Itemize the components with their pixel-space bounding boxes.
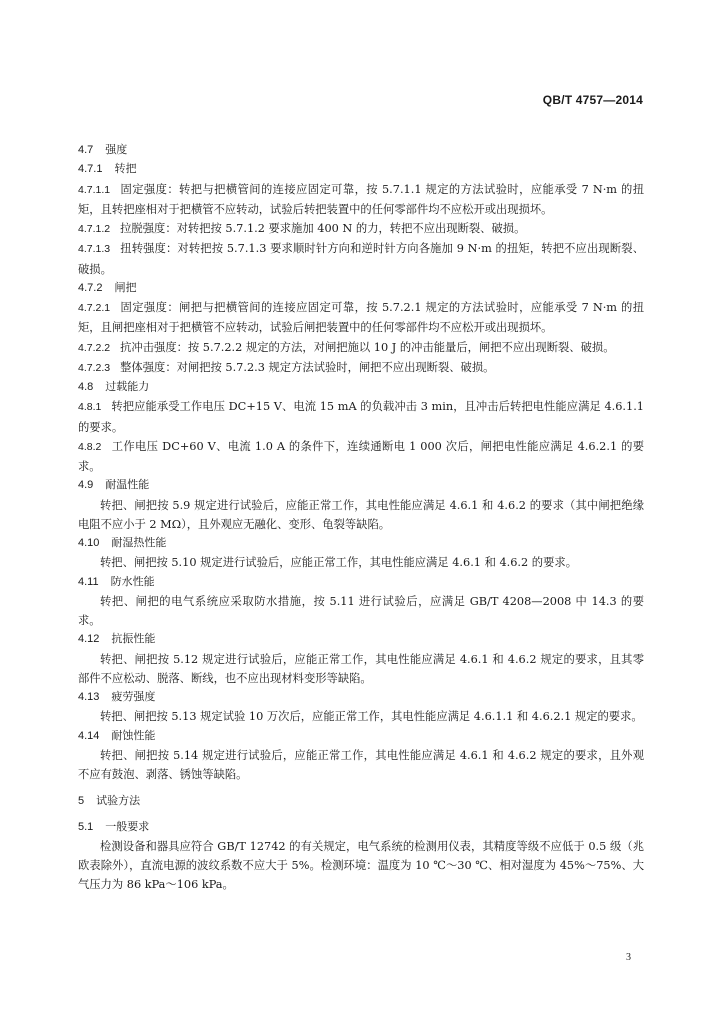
- heading-number: 4.14: [78, 729, 100, 742]
- heading-4-7-2: [78, 279, 644, 298]
- heading-4-9: [78, 476, 644, 495]
- heading-number: 4.13: [78, 691, 100, 703]
- clause-text: 整体强度：对闸把按 5.7.2.3 规定方法试验时，闸把不应出现断裂、破损。: [120, 360, 495, 374]
- clause-4-7-1-2: [78, 219, 644, 239]
- heading-number: 4.7: [78, 144, 94, 156]
- heading-4-13: [78, 688, 644, 707]
- paragraph-5-1: 检测设备和器具应符合 GB/T 12742 的有关规定，电气系统的检测用仪表，其精度等级不应低于 0.5 级（兆欧表除外），直流电源的波纹系数不应大于 5%。检测环境：温度为 10 ℃～30 ℃、相对湿度为 45%～75%、大气压力为 86 kPa～106 kPa。: [78, 839, 644, 892]
- paragraph-4-10: 转把、闸把按 5.10 规定进行试验后，应能正常工作，其电性能应满足 4.6.1 和 4.6.2 的要求。: [100, 556, 577, 570]
- heading-title: 耐温性能: [105, 479, 150, 492]
- paragraph-4-11: 转把、闸把的电气系统应采取防水措施，按 5.11 进行试验后，应满足 GB/T 4208—2008 中 14.3 的要求。: [78, 594, 644, 627]
- heading-title: 抗振性能: [111, 633, 156, 646]
- clause-number: 4.8.1: [78, 401, 102, 414]
- heading-title: 耐蚀性能: [111, 729, 156, 742]
- clause-4-8-2: [78, 437, 644, 477]
- clause-text: 固定强度：转把与把横管间的连接应固定可靠，按 5.7.1.1 规定的方法试验时，应能承受 7 N·m 的扭矩，且转把座相对于把横管不应转动，试验后转把装置中的任何零部件均不应松开或出现损坏。: [78, 182, 644, 216]
- clause-4-8-1: [78, 397, 644, 437]
- heading-number: 4.7.1: [78, 163, 103, 176]
- clause-4-7-2-3: [78, 358, 644, 378]
- heading-title: 强度: [105, 144, 128, 156]
- clause-text: 工作电压 DC+60 V、电流 1.0 A 的条件下，连续通断电 1 000 次后，闸把电性能应满足 4.6.2.1 的要求。: [78, 439, 644, 473]
- heading-title: 防水性能: [110, 575, 155, 588]
- clause-text: 抗冲击强度：按 5.7.2.2 规定的方法，对闸把施以 10 J 的冲击能量后，闸把不应出现断裂、破损。: [120, 340, 615, 354]
- clause-4-7-1-3: [78, 239, 644, 279]
- clause-number: 4.7.2.1: [78, 302, 111, 314]
- heading-title: 疲劳强度: [111, 691, 156, 703]
- paragraph-4-13: 转把、闸把按 5.13 规定试验 10 万次后，应能正常工作，其电性能应满足 4.6.1.1 和 4.6.2.1 规定的要求。: [100, 710, 643, 724]
- heading-number: 4.10: [78, 537, 100, 549]
- heading-title: 闸把: [114, 281, 137, 294]
- heading-4-7-1: [78, 160, 644, 179]
- clause-number: 4.8.2: [78, 440, 102, 453]
- paragraph-4-9: 转把、闸把按 5.9 规定进行试验后，应能正常工作，其电性能应满足 4.6.1 和 4.6.2 的要求（其中闸把绝缘电阻不应小于 2 MΩ），且外观应无融化、变形、龟裂等缺陷。: [78, 498, 644, 531]
- heading-4-8: [78, 378, 644, 397]
- clause-number: 4.7.1.3: [78, 243, 111, 256]
- clause-number: 4.7.1.2: [78, 223, 111, 235]
- heading-title: 转把: [114, 163, 137, 176]
- heading-number: 4.8: [78, 381, 94, 393]
- heading-number: 5: [78, 795, 85, 808]
- paragraph-4-12: 转把、闸把按 5.12 规定进行试验后，应能正常工作，其电性能应满足 4.6.1 和 4.6.2 规定的要求，且其零部件不应松动、脱落、断线，也不应出现材料变形等缺陷。: [78, 652, 644, 685]
- clause-text: 扭转强度：对转把按 5.7.1.3 要求顺时针方向和逆时针方向各施加 9 N·m 的扭矩，转把不应出现断裂、破损。: [78, 242, 644, 276]
- clause-4-7-2-2: [78, 338, 644, 358]
- heading-5-1: [78, 818, 644, 837]
- document-body: [78, 141, 644, 895]
- section-5-heading: [78, 792, 644, 811]
- clause-text: 固定强度：闸把与把横管间的连接应固定可靠，按 5.7.2.1 规定的方法试验时，应能承受 7 N·m 的扭矩，且闸把座相对于把横管不应转动，试验后闸把装置中的任何零部件均不应松开或出现损坏。: [78, 301, 644, 335]
- heading-title: 试验方法: [96, 795, 141, 808]
- paragraph-4-14: 转把、闸把按 5.14 规定进行试验后，应能正常工作，其电性能应满足 4.6.1 和 4.6.2 规定的要求，且外观不应有鼓泡、剥落、锈蚀等缺陷。: [78, 748, 644, 781]
- heading-number: 4.9: [78, 479, 94, 492]
- clause-4-7-2-1: [78, 298, 644, 338]
- heading-number: 4.7.2: [78, 281, 103, 294]
- heading-4-10: [78, 534, 644, 553]
- heading-number: 5.1: [78, 820, 94, 833]
- heading-4-14: [78, 727, 644, 746]
- clause-number: 4.7.1.1: [78, 183, 111, 196]
- heading-title: 一般要求: [105, 820, 150, 833]
- heading-4-12: [78, 630, 644, 649]
- clause-4-7-1-1: [78, 180, 644, 220]
- clause-text: 转把应能承受工作电压 DC+15 V、电流 15 mA 的负载冲击 3 min，且冲击后转把电性能应满足 4.6.1.1 的要求。: [78, 400, 644, 434]
- standard-code-header: QB/T 4757—2014: [542, 93, 643, 107]
- heading-4-7: [78, 141, 644, 160]
- page-number: 3: [626, 952, 631, 963]
- clause-text: 拉脱强度：对转把按 5.7.1.2 要求施加 400 N 的力，转把不应出现断裂、破损。: [120, 222, 526, 235]
- clause-number: 4.7.2.2: [78, 341, 111, 354]
- heading-number: 4.11: [78, 575, 99, 588]
- heading-4-11: [78, 573, 644, 592]
- heading-title: 耐湿热性能: [111, 537, 167, 549]
- heading-number: 4.12: [78, 633, 100, 646]
- heading-title: 过载能力: [105, 381, 150, 393]
- clause-number: 4.7.2.3: [78, 361, 111, 374]
